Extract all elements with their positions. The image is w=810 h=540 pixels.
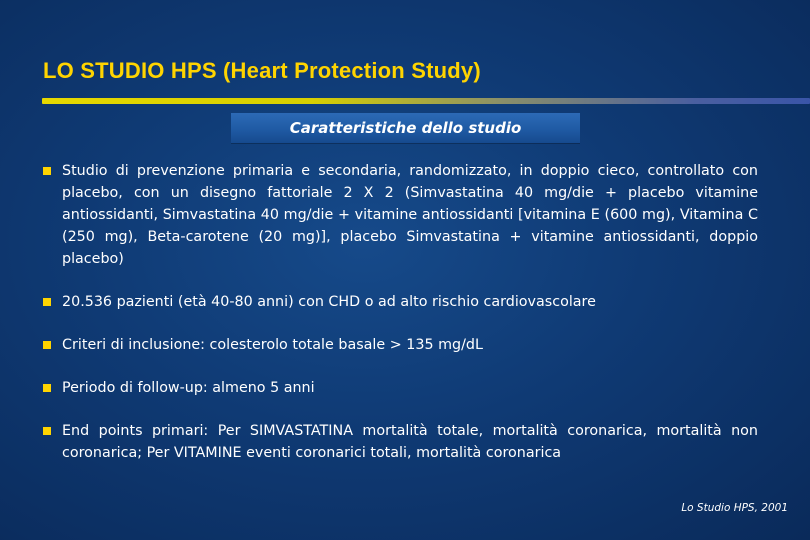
square-bullet-icon: [43, 298, 51, 306]
bullet-list: [43, 160, 758, 464]
citation: Lo Studio HPS, 2001: [681, 502, 788, 514]
bullet-text: 20.536 pazienti (età 40-80 anni) con CHD o ad alto rischio cardiovascolare: [62, 294, 596, 310]
slide-title: LO STUDIO HPS (Heart Protection Study): [43, 58, 481, 83]
bullet-text: End points primari: Per SIMVASTATINA mortalità totale, mortalità coronarica, mortalità non coronarica; Per VITAMINE eventi coronarici totali, mortalità coronarica: [62, 423, 758, 461]
square-bullet-icon: [43, 427, 51, 435]
square-bullet-icon: [43, 384, 51, 392]
bullet-item: [43, 160, 758, 270]
title-underline: [42, 98, 810, 104]
slide-subtitle: Caratteristiche dello studio: [289, 119, 522, 137]
square-bullet-icon: [43, 167, 51, 175]
bullet-item: [43, 291, 758, 313]
bullet-text: Criteri di inclusione: colesterolo totale basale > 135 mg/dL: [62, 337, 483, 353]
bullet-text: Periodo di follow-up: almeno 5 anni: [62, 380, 315, 396]
bullet-item: [43, 334, 758, 356]
bullet-item: [43, 420, 758, 464]
square-bullet-icon: [43, 341, 51, 349]
bullet-text: Studio di prevenzione primaria e secondaria, randomizzato, in doppio cieco, controllato con placebo, con un disegno fattoriale 2 X 2 (Simvastatina 40 mg/die + placebo vitamine antiossidanti, Simvastatina 40 mg/die + vitamine antiossidanti [vitamina E (600 mg), Vitamina C (250 mg), Beta-carotene (20 mg)], placebo Simvastatina + vitamine antiossidanti, doppio placebo): [62, 163, 758, 267]
bullet-item: [43, 377, 758, 399]
subtitle-bar: [231, 113, 580, 143]
